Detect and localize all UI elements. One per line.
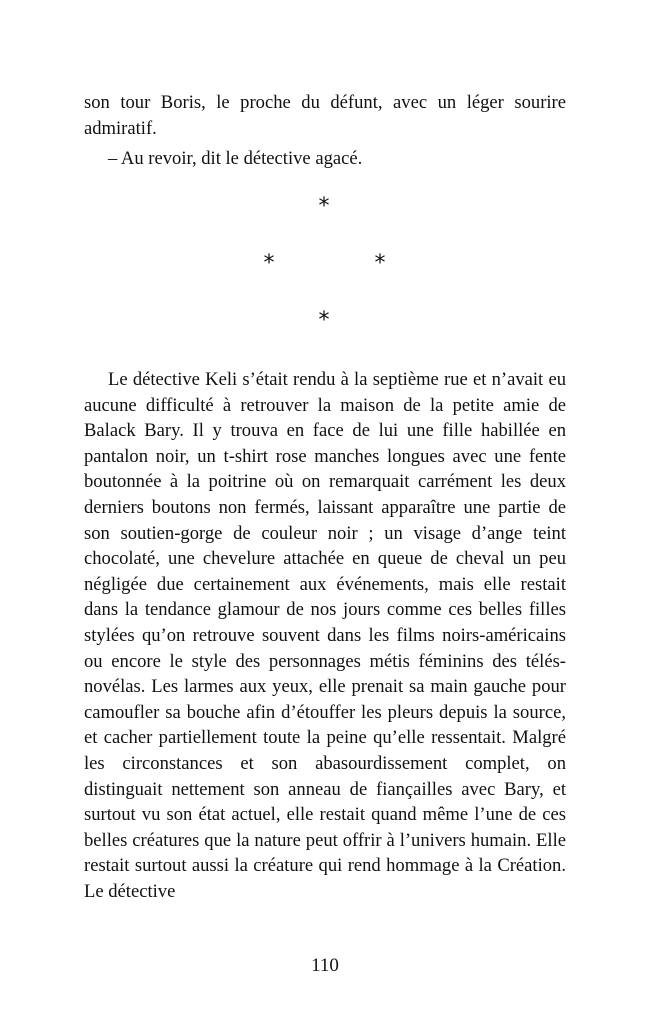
main-paragraph: Le détective Keli s’était rendu à la septième rue et n’avait eu aucune difficulté à retrouver la maison de la petite amie de Balack Bary. Il y trouva en face de lui une fille habillée en pantalon noir, un t-shirt rose manches longues avec une fente boutonnée à la poitrine où on remarquait carrément les deux derniers boutons non fermés, laissant apparaître une partie de son soutien-gorge de couleur noir ; un visage d’ange teint chocolaté, une chevelure attachée en queue de cheval un peu négligée due certainement aux événements, mais elle restait dans la tendance glamour de nos jours comme ces belles filles stylées qu’on retrouve souvent dans les films noirs-américains ou encore le style des personnages métis féminins des télés-novélas. Les larmes aux yeux, elle prenait sa main gauche pour camoufler sa bouche afin d’étouffer les pleurs depuis la source, et cacher partiellement toute la peine qu’elle ressentait. Malgré les circonstances et son abasourdissement complet, on distinguait nettement son anneau de fiançailles avec Bary, et surtout vu son état actuel, elle restait quand même l’une de ces belles créatures que la nature peut offrir à l’univers humain. Elle restait surtout aussi la créature qui rend hommage à la Création. Le détective bbox=[84, 369, 566, 902]
scene-break-asterisms bbox=[0, 192, 650, 342]
opening-text bbox=[84, 90, 566, 172]
asterisk-left-icon: * bbox=[263, 251, 275, 276]
page-number: 110 bbox=[311, 955, 339, 976]
main-text bbox=[84, 367, 566, 904]
asterisk-bottom-icon: * bbox=[318, 308, 330, 333]
dialogue-line: – Au revoir, dit le détective agacé. bbox=[108, 148, 363, 170]
asterisk-right-icon: * bbox=[374, 251, 386, 276]
asterisk-top-icon: * bbox=[318, 194, 330, 219]
paragraph-continuation: son tour Boris, le proche du défunt, avec un léger sourire admiratif. bbox=[84, 92, 566, 139]
